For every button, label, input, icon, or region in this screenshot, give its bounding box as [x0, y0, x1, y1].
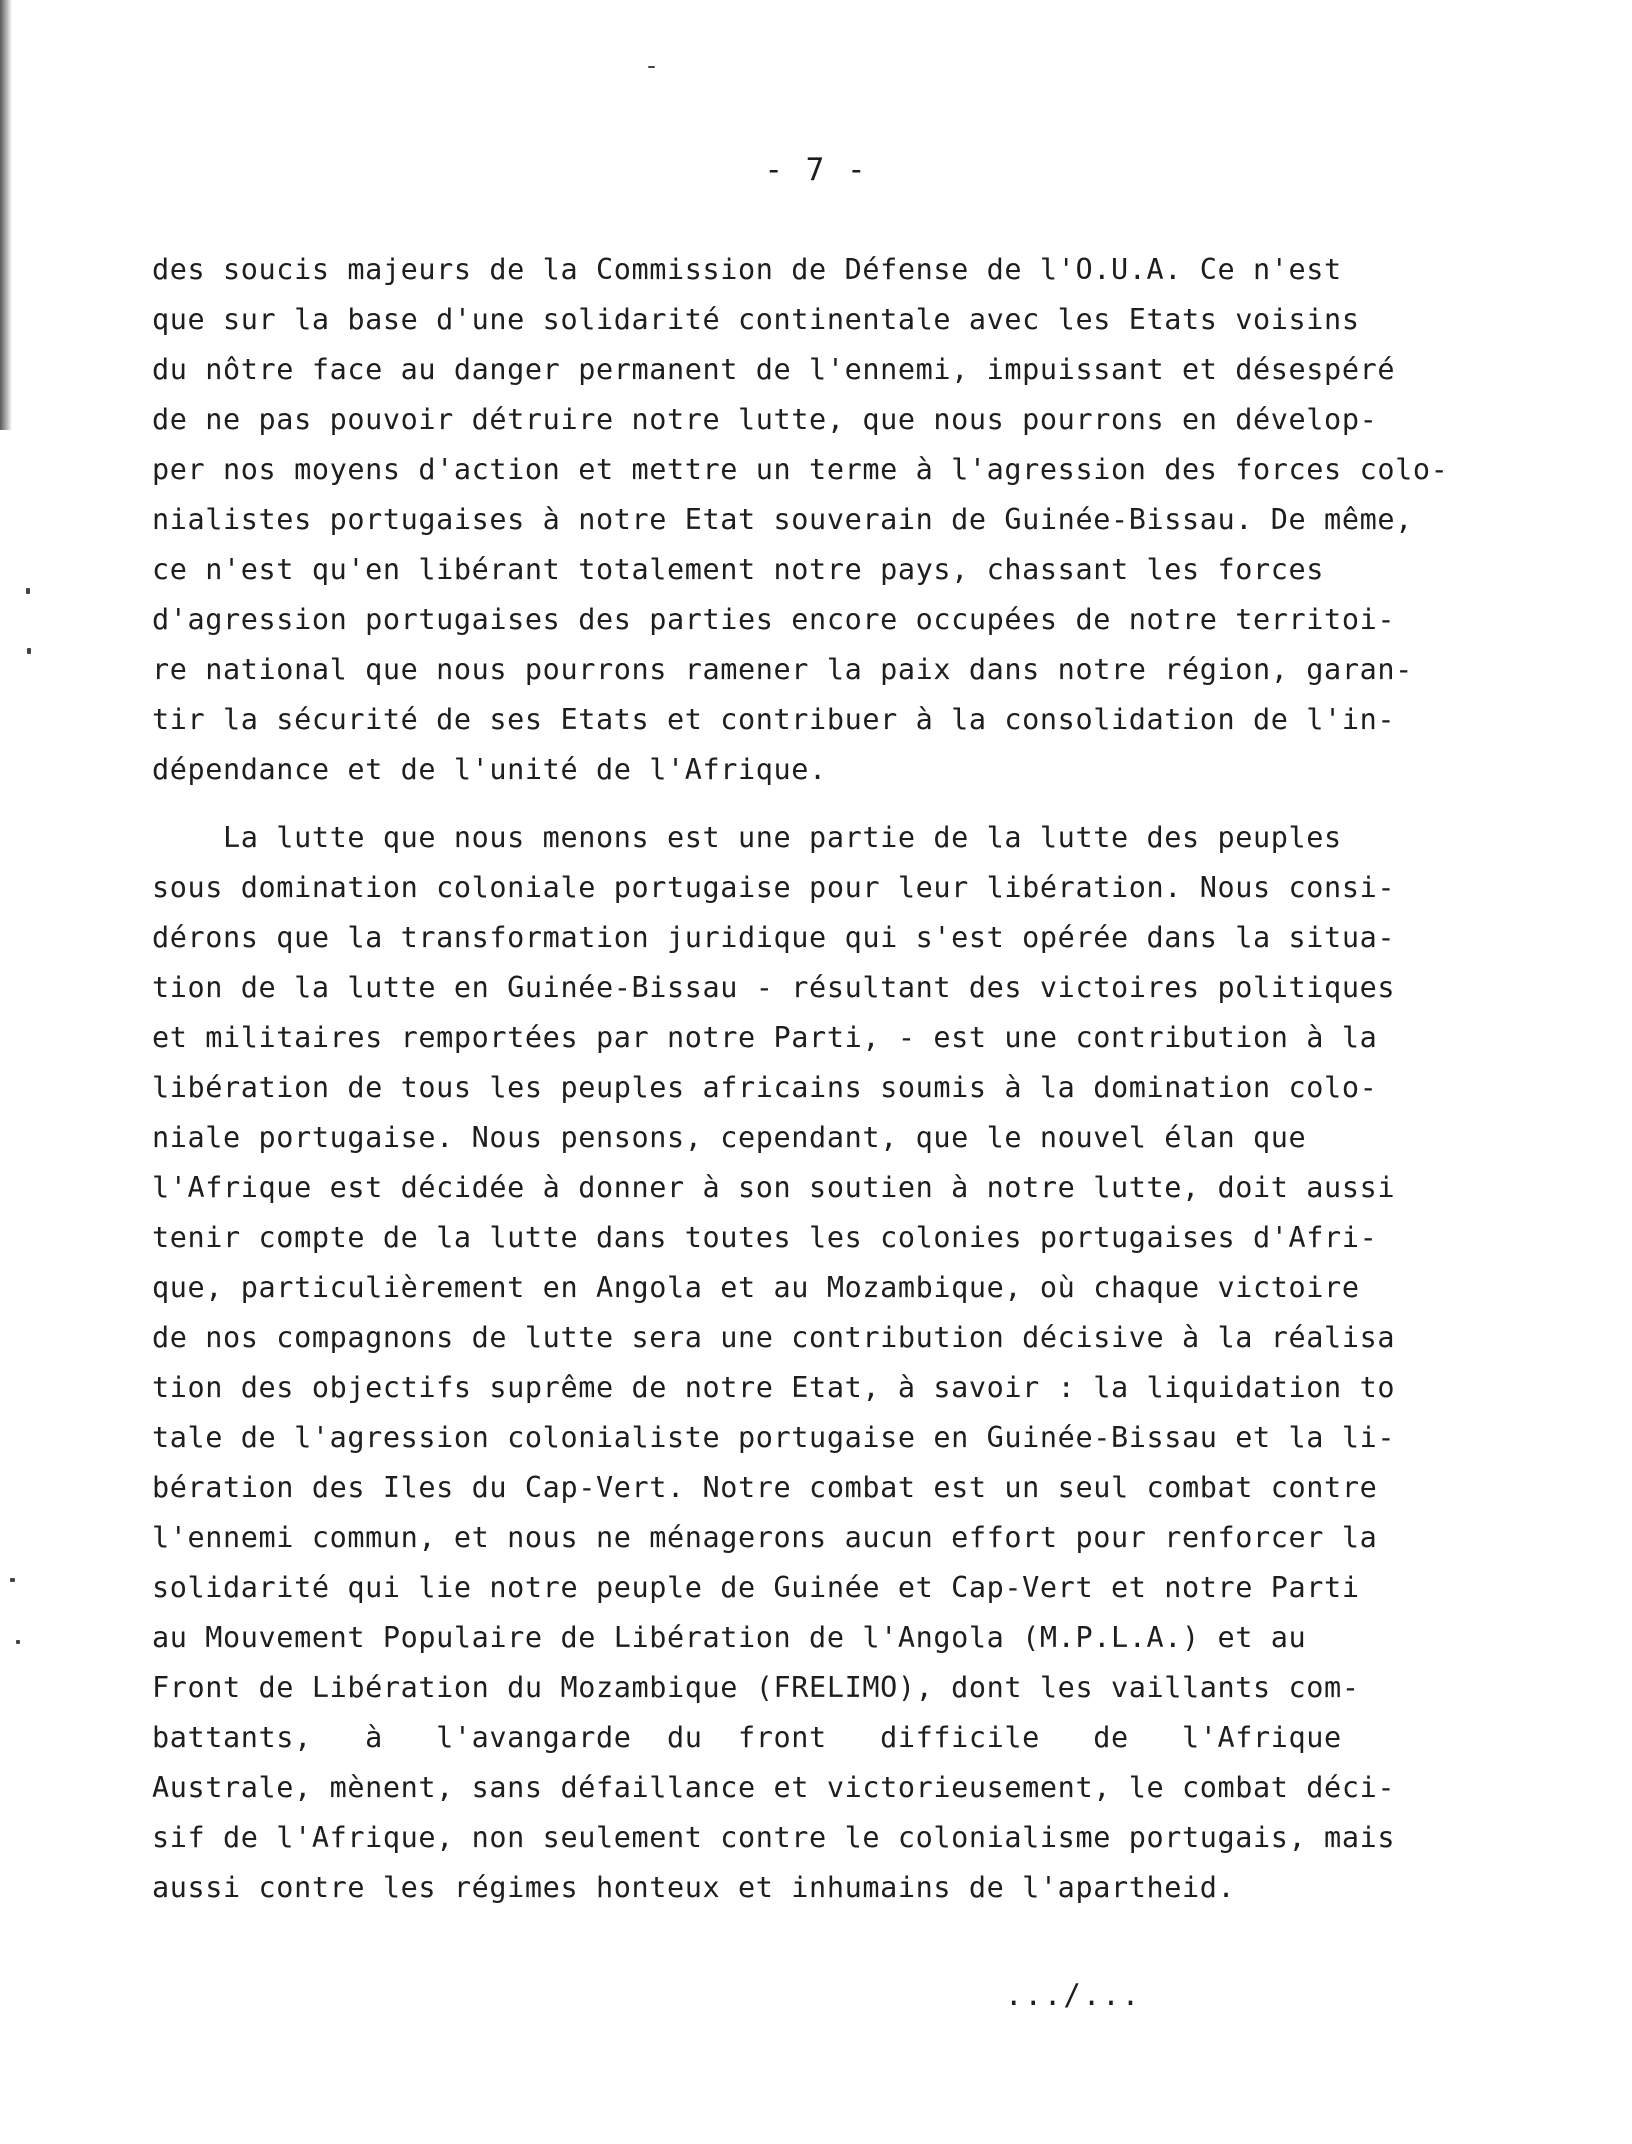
text-line: re national que nous pourrons ramener la paix dans notre région, garan- — [152, 653, 1413, 686]
text-line: tir la sécurité de ses Etats et contribuer à la consolidation de l'in- — [152, 703, 1396, 736]
scanned-page-edge — [0, 0, 12, 430]
text-line: libération de tous les peuples africains soumis à la domination colo- — [152, 1071, 1378, 1104]
scan-speck — [27, 648, 31, 654]
text-line: au Mouvement Populaire de Libération de l'Angola (M.P.L.A.) et au — [152, 1621, 1307, 1654]
text-line: que, particulièrement en Angola et au Mozambique, où chaque victoire — [152, 1271, 1360, 1304]
text-line: aussi contre les régimes honteux et inhumains de l'apartheid. — [152, 1871, 1236, 1904]
continuation-mark: .../... — [1005, 1978, 1142, 2012]
text-line: sif de l'Afrique, non seulement contre le colonialisme portugais, mais — [152, 1821, 1396, 1854]
page-number: - 7 - — [764, 152, 868, 188]
text-line: solidarité qui lie notre peuple de Guinée et Cap-Vert et notre Parti — [152, 1571, 1360, 1604]
text-line: tion des objectifs suprême de notre Etat, à savoir : la liquidation to — [152, 1371, 1396, 1404]
text-line: des soucis majeurs de la Commission de Défense de l'O.U.A. Ce n'est — [152, 253, 1342, 286]
text-line: l'ennemi commun, et nous ne ménagerons aucun effort pour renforcer la — [152, 1521, 1378, 1554]
text-line: per nos moyens d'action et mettre un terme à l'agression des forces colo- — [152, 453, 1449, 486]
text-line: nialistes portugaises à notre Etat souverain de Guinée-Bissau. De même, — [152, 503, 1413, 536]
text-line: de ne pas pouvoir détruire notre lutte, que nous pourrons en dévelop- — [152, 403, 1378, 436]
text-line: tenir compte de la lutte dans toutes les colonies portugaises d'Afri- — [152, 1221, 1378, 1254]
scan-speck — [26, 588, 30, 594]
text-line: l'Afrique est décidée à donner à son soutien à notre lutte, doit aussi — [152, 1171, 1396, 1204]
scan-speck — [10, 1578, 15, 1582]
scan-speck — [16, 1640, 20, 1644]
text-line: Front de Libération du Mozambique (FRELIMO), dont les vaillants com- — [152, 1671, 1360, 1704]
text-line: tion de la lutte en Guinée-Bissau - résultant des victoires politiques — [152, 971, 1396, 1004]
text-line: et militaires remportées par notre Parti, - est une contribution à la — [152, 1021, 1378, 1054]
text-line: bération des Iles du Cap-Vert. Notre combat est un seul combat contre — [152, 1471, 1378, 1504]
text-line: tale de l'agression colonialiste portugaise en Guinée-Bissau et la li- — [152, 1421, 1396, 1454]
text-line: de nos compagnons de lutte sera une contribution décisive à la réalisa — [152, 1321, 1396, 1354]
text-line: dépendance et de l'unité de l'Afrique. — [152, 753, 827, 786]
text-line: ce n'est qu'en libérant totalement notre pays, chassant les forces — [152, 553, 1325, 586]
text-line: battants, à l'avangarde du front difficile de l'Afrique — [152, 1721, 1342, 1754]
text-line: dérons que la transformation juridique qui s'est opérée dans la situa- — [152, 921, 1396, 954]
text-line: sous domination coloniale portugaise pour leur libération. Nous consi- — [152, 871, 1396, 904]
text-line: niale portugaise. Nous pensons, cependant, que le nouvel élan que — [152, 1121, 1307, 1154]
text-line: d'agression portugaises des parties encore occupées de notre territoi- — [152, 603, 1396, 636]
text-line: du nôtre face au danger permanent de l'ennemi, impuissant et désespéré — [152, 353, 1396, 386]
text-line: que sur la base d'une solidarité continentale avec les Etats voisins — [152, 303, 1360, 336]
scan-speck — [648, 66, 655, 68]
text-line: Australe, mènent, sans défaillance et victorieusement, le combat déci- — [152, 1771, 1396, 1804]
text-line: La lutte que nous menons est une partie de la lutte des peuples — [152, 821, 1342, 854]
